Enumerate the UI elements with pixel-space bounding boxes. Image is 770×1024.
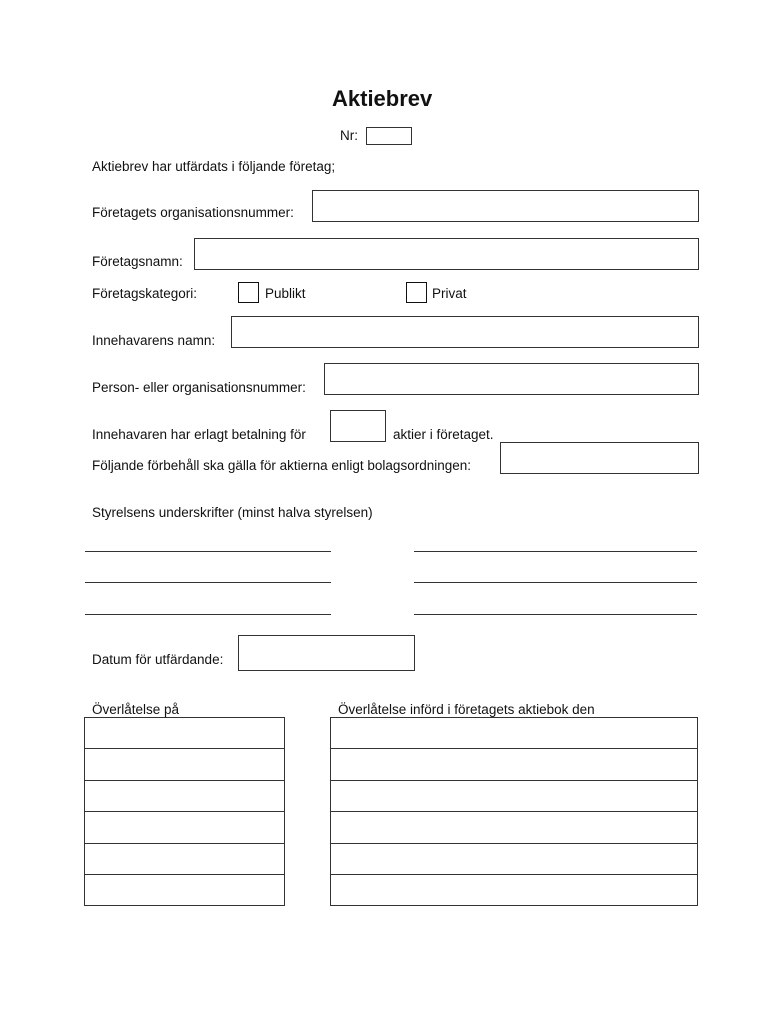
transfer-to-cell[interactable]: [84, 843, 285, 875]
signature-line[interactable]: [85, 551, 331, 552]
person-org-number-input[interactable]: [324, 363, 699, 395]
payment-label: Innehavaren har erlagt betalning för: [92, 427, 306, 442]
holder-name-input[interactable]: [231, 316, 699, 348]
transfer-recorded-cell[interactable]: [330, 874, 698, 906]
transfer-recorded-cell[interactable]: [330, 811, 698, 844]
signature-line[interactable]: [414, 551, 697, 552]
public-label: Publikt: [265, 286, 306, 301]
transfer-to-label: Överlåtelse på: [92, 702, 180, 717]
board-signatures-label: Styrelsens underskrifter (minst halva styrelsen): [92, 505, 373, 520]
transfer-recorded-cell[interactable]: [330, 780, 698, 812]
payment-suffix-label: aktier i företaget.: [393, 427, 494, 442]
transfer-to-cell[interactable]: [84, 780, 285, 812]
transfer-recorded-cell[interactable]: [330, 748, 698, 781]
transfer-to-cell[interactable]: [84, 811, 285, 844]
intro-text: Aktiebrev har utfärdats i följande företag;: [92, 159, 336, 174]
nr-label: Nr:: [340, 128, 358, 143]
signature-line[interactable]: [414, 582, 697, 583]
org-number-input[interactable]: [312, 190, 699, 222]
category-label: Företagskategori:: [92, 286, 198, 301]
signature-line[interactable]: [85, 582, 331, 583]
issue-date-label: Datum för utfärdande:: [92, 652, 224, 667]
transfer-recorded-cell[interactable]: [330, 843, 698, 875]
transfer-to-cell[interactable]: [84, 874, 285, 906]
nr-input[interactable]: [366, 127, 412, 145]
transfer-to-cell[interactable]: [84, 748, 285, 781]
company-name-label: Företagsnamn:: [92, 254, 183, 269]
private-label: Privat: [432, 286, 467, 301]
share-count-input[interactable]: [330, 410, 386, 442]
signature-line[interactable]: [85, 614, 331, 615]
private-checkbox[interactable]: [406, 282, 427, 303]
transfer-recorded-cell[interactable]: [330, 717, 698, 749]
document-title: Aktiebrev: [332, 86, 433, 111]
public-checkbox[interactable]: [238, 282, 259, 303]
reservations-input[interactable]: [500, 442, 699, 474]
reservations-label: Följande förbehåll ska gälla för aktierna enligt bolagsordningen:: [92, 458, 471, 473]
signature-line[interactable]: [414, 614, 697, 615]
transfer-to-cell[interactable]: [84, 717, 285, 749]
company-name-input[interactable]: [194, 238, 699, 270]
org-number-label: Företagets organisationsnummer:: [92, 205, 294, 220]
holder-name-label: Innehavarens namn:: [92, 333, 216, 348]
person-org-number-label: Person- eller organisationsnummer:: [92, 380, 306, 395]
issue-date-input[interactable]: [238, 635, 415, 671]
transfer-recorded-label: Överlåtelse införd i företagets aktiebok den: [338, 702, 595, 717]
